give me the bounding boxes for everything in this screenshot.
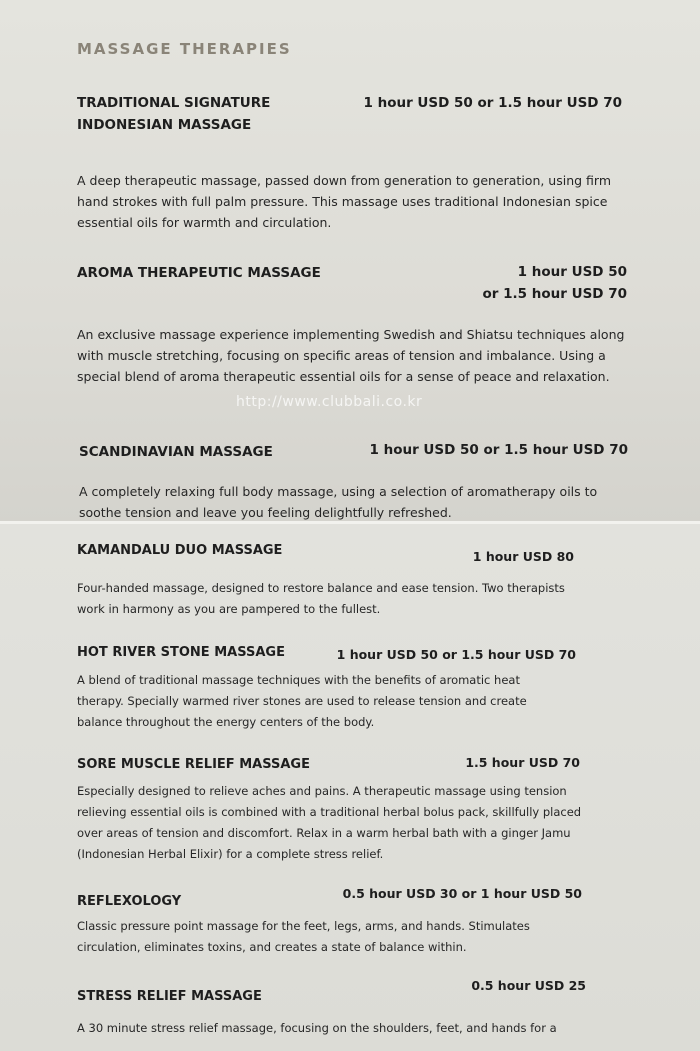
item-name-aroma-therapeutic: AROMA THERAPEUTIC MASSAGE: [77, 265, 321, 281]
item-price-traditional-signature: 1 hour USD 50 or 1.5 hour USD 70: [363, 95, 622, 111]
watermark: http://www.clubbali.co.kr: [236, 394, 423, 410]
item-description-kamandalu-duo: Four-handed massage, designed to restore balance and ease tension. Two therapists work in harmony as you are pampered to the fullest.: [77, 581, 565, 616]
item-name-sore-muscle-relief: SORE MUSCLE RELIEF MASSAGE: [77, 757, 310, 772]
item-description-scandinavian: A completely relaxing full body massage, using a selection of aromatherapy oils to soothe tension and leave you feeling delightfully refreshed.: [79, 484, 598, 520]
menu-page-top: [0, 0, 700, 524]
item-name-hot-river-stone: HOT RIVER STONE MASSAGE: [77, 645, 285, 660]
section-title: MASSAGE THERAPIES: [77, 40, 292, 58]
item-name-kamandalu-duo: KAMANDALU DUO MASSAGE: [77, 543, 283, 558]
item-description-stress-relief: A 30 minute stress relief massage, focusing on the shoulders, feet, and hands for a: [77, 1021, 557, 1035]
item-price-sore-muscle-relief: 1.5 hour USD 70: [465, 755, 580, 770]
item-name-stress-relief: STRESS RELIEF MASSAGE: [77, 989, 262, 1004]
item-name-scandinavian: SCANDINAVIAN MASSAGE: [79, 444, 273, 460]
item-price-hot-river-stone: 1 hour USD 50 or 1.5 hour USD 70: [336, 647, 576, 662]
menu-page-bottom: [0, 524, 700, 1051]
item-description-aroma-therapeutic: An exclusive massage experience implementing Swedish and Shiatsu techniques along with muscle stretching, focusing on specific areas of tension and imbalance. Using a special blend of aroma therapeutic essential oils for a sense of peace and relaxation.: [77, 327, 625, 384]
item-description-sore-muscle-relief: Especially designed to relieve aches and pains. A therapeutic massage using tension relieving essential oils is combined with a traditional herbal bolus pack, skillfully placed over areas of tension and discomfort. Relax in a warm herbal bath with a ginger Jamu (Indonesian Herbal Elixir) for a complete stress relief.: [77, 784, 582, 861]
item-price-aroma-therapeutic: 1 hour USD 50 or 1.5 hour USD 70: [482, 264, 627, 302]
item-description-hot-river-stone: A blend of traditional massage techniques with the benefits of aromatic heat therapy. Specially warmed river stones are used to release tension and create balance throughout the energy centers of the body.: [77, 673, 527, 729]
item-price-kamandalu-duo: 1 hour USD 80: [472, 549, 574, 564]
item-name-reflexology: REFLEXOLOGY: [77, 894, 182, 909]
item-description-traditional-signature: A deep therapeutic massage, passed down from generation to generation, using firm hand strokes with full palm pressure. This massage uses traditional Indonesian spice essential oils for warmth and circulation.: [77, 173, 612, 230]
item-price-reflexology: 0.5 hour USD 30 or 1 hour USD 50: [342, 886, 582, 901]
item-name-traditional-signature: TRADITIONAL SIGNATURE INDONESIAN MASSAGE: [77, 95, 271, 133]
item-price-scandinavian: 1 hour USD 50 or 1.5 hour USD 70: [369, 442, 628, 458]
item-price-stress-relief: 0.5 hour USD 25: [471, 978, 586, 993]
item-description-reflexology: Classic pressure point massage for the feet, legs, arms, and hands. Stimulates circulation, eliminates toxins, and creates a state of balance within.: [77, 919, 530, 954]
